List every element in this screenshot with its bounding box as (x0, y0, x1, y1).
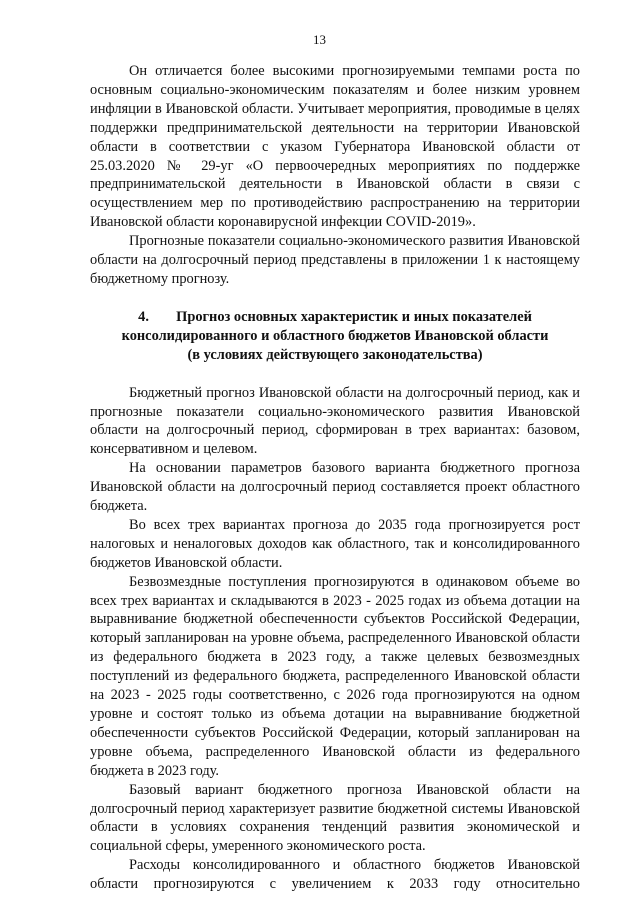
paragraph: Бюджетный прогноз Ивановской области на долгосрочный период, как и прогнозные показатели социально-экономического развития Ивановской области на долгосрочный период, сформирован в трех вариантах: базовом, консервативном и целевом. (90, 384, 580, 458)
section-heading (90, 308, 580, 365)
paragraph: Прогнозные показатели социально-экономического развития Ивановской области на долгосрочный период представлены в приложении 1 к настоящему бюджетному прогнозу. (90, 233, 580, 287)
paragraph: Он отличается более высокими прогнозируемыми темпами роста по основным социально-экономическим показателям и более низким уровнем инфляции в Ивановской области. Учитывает мероприятия, проводимые в целях поддержки предпринимательской деятельности на территории Ивановской области в соответствии с указом Губернатора Ивановской области от 25.03.2020 № 29-уг «О первоочередных мероприятиях по поддержке предпринимательской деятельности в Ивановской области в связи с осуществлением мер по противодействию распространению на территории Ивановской области коронавирусной инфекции COVID-2019». (90, 63, 580, 231)
document-body (90, 62, 580, 894)
paragraph: Во всех трех вариантах прогноза до 2035 года прогнозируется рост налоговых и неналоговых доходов как областного, так и консолидированного бюджетов Ивановской области. (90, 516, 580, 571)
section-title-line-1: Прогноз основных характеристик и иных показателей (176, 308, 532, 325)
section-title-line-3: (в условиях действующего законодательства) (187, 346, 483, 363)
spacer (90, 289, 580, 308)
spacer (90, 365, 580, 384)
paragraph: Базовый вариант бюджетного прогноза Ивановской области на долгосрочный период характеризует развитие бюджетной системы Ивановской области в условиях сохранения тенденций развития экономической и социальной сферы, умеренного экономического роста. (90, 781, 580, 855)
paragraph: Расходы консолидированного и областного бюджетов Ивановской области прогнозируются с увеличением к 2033 году относительно (90, 857, 580, 893)
page-number: 13 (313, 32, 326, 47)
section-title-line-2: консолидированного и областного бюджетов Ивановской области (121, 327, 549, 344)
section-number: 4. (138, 308, 149, 325)
paragraph: Безвозмездные поступления прогнозируются в одинаковом объеме во всех трех вариантах и складываются в 2023 - 2025 годах из объема дотации на выравнивание бюджетной обеспеченности субъектов Российской Федерации, который запланирован на уровне объема, распределенного Ивановской области из федерального бюджета в 2023 году, а также целевых безвозмездных поступлений из федерального бюджета, распределенного Ивановской области на 2023 - 2025 годы соответственно, с 2026 года прогнозируются на одном уровне и состоят только из объема дотации на выравнивание бюджетной обеспеченности субъектов Российской Федерации, который запланирован на уровне объема, распределенного Ивановской области из федерального бюджета в 2023 году. (90, 573, 580, 779)
paragraph: На основании параметров базового варианта бюджетного прогноза Ивановской области на долгосрочный период составляется проект областного бюджета. (90, 460, 580, 515)
